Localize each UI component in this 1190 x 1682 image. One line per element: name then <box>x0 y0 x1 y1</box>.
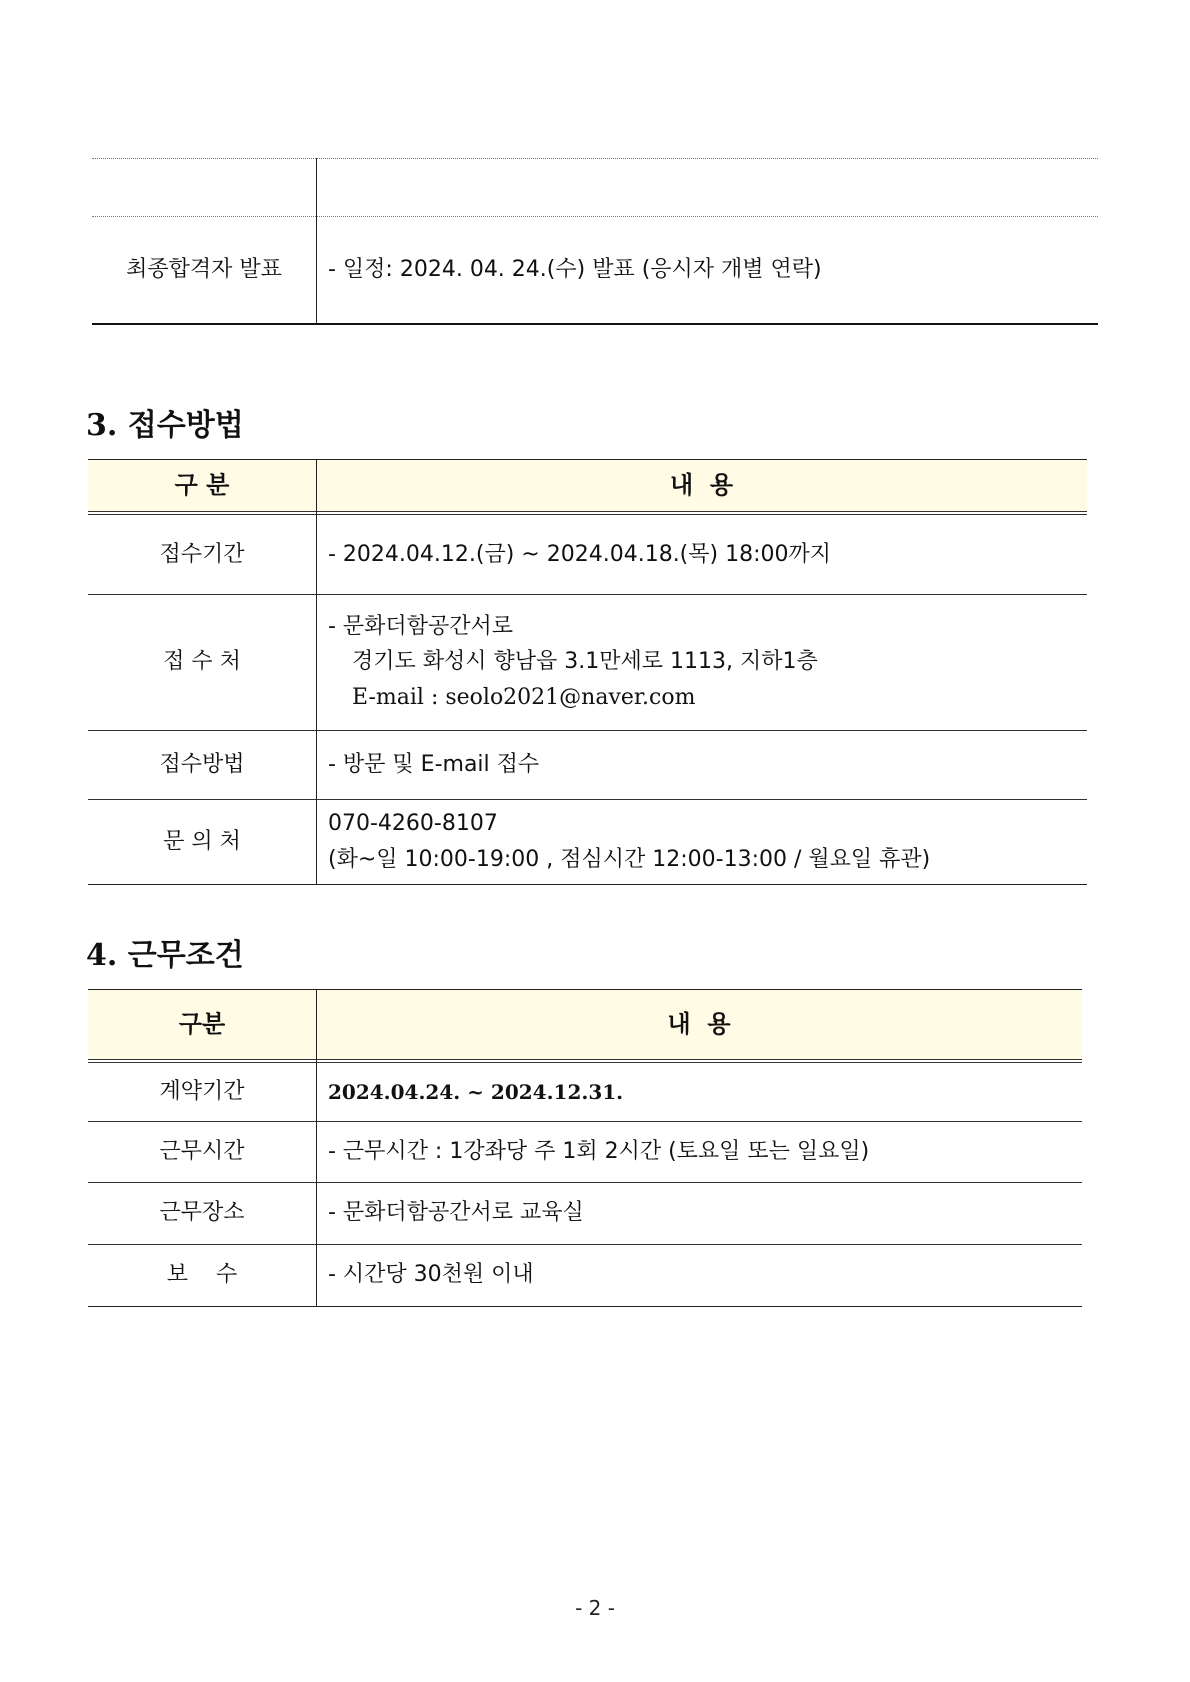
place-value <box>328 594 1078 730</box>
place-line-address: 경기도 화성시 향남읍 3.1만세로 1113, 지하1층 <box>352 649 818 675</box>
contract-label: 계약기간 <box>159 1079 245 1105</box>
header-category: 구 분 <box>174 470 230 499</box>
table-bottom-rule <box>92 323 1098 325</box>
header-content: 내 용 <box>669 470 734 499</box>
header-content: 내 용 <box>667 1009 731 1038</box>
final-result-value: - 일정: 2024. 04. 24.(수) 발표 (응시자 개별 연락) <box>328 256 822 282</box>
contact-value <box>328 799 1083 884</box>
hours-label: 근무시간 <box>159 1138 245 1164</box>
table-bottom-rule <box>88 884 1087 885</box>
header-category: 구분 <box>178 1009 226 1038</box>
column-divider <box>316 158 317 324</box>
hours-value: - 근무시간 : 1강좌당 주 1회 2시간 (토요일 또는 일요일) <box>328 1138 870 1164</box>
place-line-name: - 문화더함공간서로 <box>328 614 513 640</box>
pay-value: - 시간당 30천원 이내 <box>328 1262 534 1288</box>
section-3-title: 3. 접수방법 <box>86 408 244 443</box>
final-result-label: 최종합격자 발표 <box>126 256 282 282</box>
pay-label: 보 수 <box>166 1262 238 1288</box>
section-4-title: 4. 근무조건 <box>86 938 244 973</box>
contract-value: 2024.04.24. ~ 2024.12.31. <box>328 1080 624 1104</box>
location-label: 근무장소 <box>159 1200 245 1226</box>
contact-phone: 070-4260-8107 <box>328 811 498 837</box>
table-bottom-rule <box>88 1306 1082 1307</box>
location-value: - 문화더함공간서로 교육실 <box>328 1200 584 1226</box>
period-label: 접수기간 <box>159 541 245 567</box>
contact-label: 문 의 처 <box>163 828 241 854</box>
period-value: - 2024.04.12.(금) ~ 2024.04.18.(목) 18:00까지 <box>328 541 831 567</box>
method-value: - 방문 및 E-mail 접수 <box>328 751 540 777</box>
page-number: - 2 - <box>575 1596 615 1620</box>
place-line-email: E-mail : seolo2021@naver.com <box>352 684 696 710</box>
place-label: 접 수 처 <box>163 649 241 675</box>
contact-hours: (화~일 10:00-19:00 , 점심시간 12:00-13:00 / 월요일 휴관) <box>328 846 931 872</box>
column-divider <box>316 459 317 884</box>
method-label: 접수방법 <box>159 751 245 777</box>
dotted-rule <box>92 158 1098 159</box>
